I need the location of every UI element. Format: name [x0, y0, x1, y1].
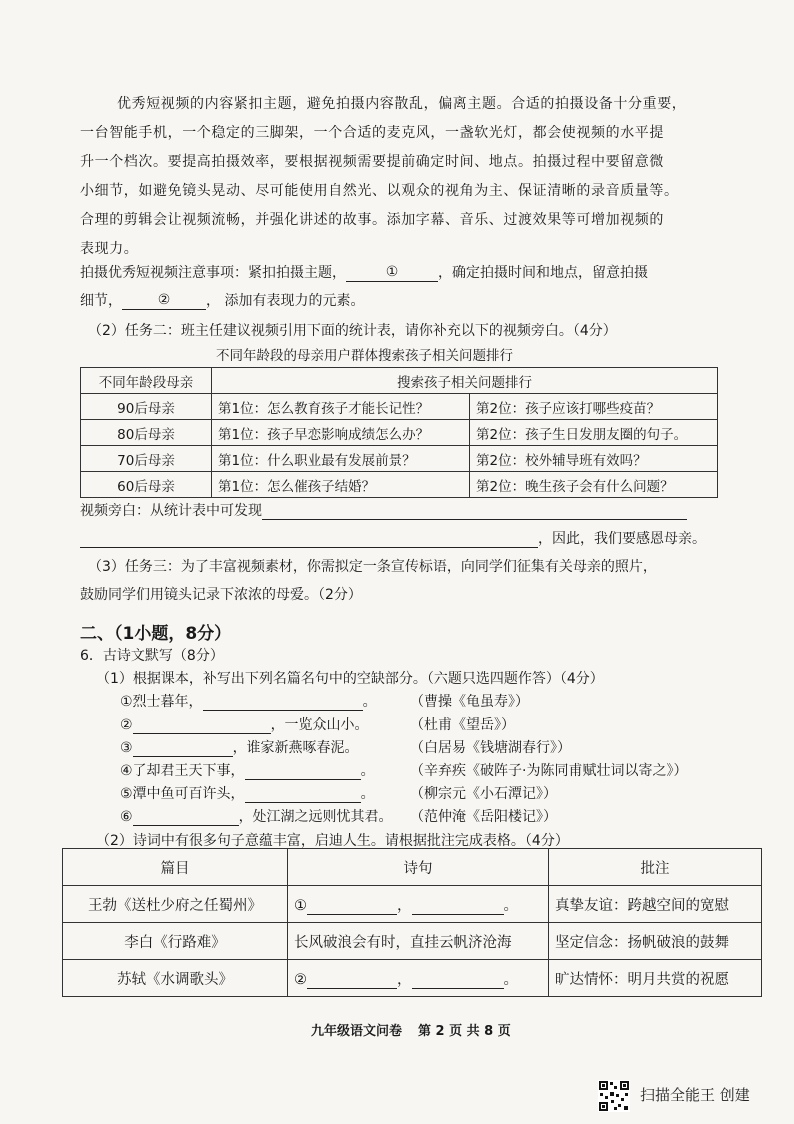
rank2-cell: 第2位：孩子应该打哪些疫苗？: [470, 394, 718, 420]
rank2-cell: 第2位：校外辅导班有效吗？: [470, 446, 718, 472]
notes-line-2: 细节， ② ， 添加有表现力的元素。: [80, 292, 365, 309]
annotation-cell: 旷达情怀：明月共赏的祝愿: [549, 960, 762, 997]
voiceover-blank-2[interactable]: [80, 530, 538, 548]
table-row: [63, 886, 762, 923]
blank-1[interactable]: ①: [346, 264, 438, 282]
recite-item: ② ，一览众山小。: [120, 717, 369, 733]
voiceover-line-1: 视频旁白：从统计表中可发现: [80, 500, 687, 520]
voiceover-line-2: ，因此，我们要感恩母亲。: [80, 528, 706, 548]
table-row: [63, 923, 762, 960]
poem-title-cell: 王勃《送杜少府之任蜀州》: [63, 886, 288, 923]
notes-line-1: 拍摄优秀短视频注意事项：紧扣拍摄主题， ① ，确定拍摄时间和地点，留意拍摄: [80, 264, 648, 281]
table-header: 诗句: [288, 849, 549, 886]
poem-title-cell: 李白《行路难》: [63, 923, 288, 960]
intro-line: 升一个档次。要提高拍摄效率，要根据视频需要提前确定时间、地点。拍摄过程中要留意微: [80, 154, 664, 170]
table-row: [81, 446, 718, 472]
table-header: 篇目: [63, 849, 288, 886]
recite-item: ①烈士暮年， 。: [120, 694, 377, 710]
poem-line-cell: ② ， 。: [288, 960, 549, 997]
poem-blank[interactable]: [307, 897, 397, 915]
poem-table: [62, 848, 762, 997]
recite-source: （辛弃疾《破阵子·为陈同甫赋壮词以寄之》）: [410, 763, 688, 779]
intro-paragraph: [80, 90, 686, 264]
task2-prompt: （2）任务二：班主任建议视频引用下面的统计表，请你补充以下的视频旁白。（4分）: [88, 323, 617, 339]
rank2-cell: 第2位：孩子生日发朋友圈的句子。: [470, 420, 718, 446]
recite-blank[interactable]: [133, 739, 233, 757]
recite-source: （范仲淹《岳阳楼记》）: [410, 809, 557, 825]
poem-blank[interactable]: [307, 971, 397, 989]
intro-line: 优秀短视频的内容紧扣主题，避免拍摄内容散乱，偏离主题。合适的拍摄设备十分重要，: [117, 96, 687, 112]
annotation-cell: 真挚友谊：跨越空间的宽慰: [549, 886, 762, 923]
question-6: 6．古诗文默写（8分）: [80, 648, 224, 664]
task3-line-1: （3）任务三：为了丰富视频素材，你需拟定一条宣传标语，向同学们征集有关母亲的照片，: [88, 559, 657, 575]
intro-line: 一台智能手机，一个稳定的三脚架，一个合适的麦克风，一盏软光灯，都会使视频的水平提: [80, 125, 664, 141]
age-group-cell: 90后母亲: [81, 394, 212, 420]
recite-item: ③ ，谁家新燕啄春泥。: [120, 740, 359, 756]
table-row: [63, 960, 762, 997]
poem-blank[interactable]: [412, 897, 504, 915]
recite-blank[interactable]: [133, 808, 239, 826]
recite-blank[interactable]: [203, 693, 363, 711]
poem-line-cell: 长风破浪会有时，直挂云帆济沧海: [288, 923, 549, 960]
section-heading: 二、（1小题，8分）: [80, 624, 232, 644]
intro-line: 合理的剪辑会让视频流畅，并强化讲述的故事。添加字幕、音乐、过渡效果等可增加视频的: [80, 212, 664, 228]
poem-title-cell: 苏轼《水调歌头》: [63, 960, 288, 997]
intro-line: 表现力。: [80, 241, 139, 257]
intro-line: 小细节，如避免镜头晃动、尽可能使用自然光、以观众的视角为主、保证清晰的录音质量等。: [80, 183, 679, 199]
age-group-cell: 70后母亲: [81, 446, 212, 472]
table-row: [81, 394, 718, 420]
recite-source: （柳宗元《小石潭记》）: [410, 786, 557, 802]
recite-item: ⑤潭中鱼可百许头， 。: [120, 786, 375, 802]
table-header: 搜索孩子相关问题排行: [212, 368, 718, 394]
age-group-cell: 80后母亲: [81, 420, 212, 446]
blank-2[interactable]: ②: [122, 292, 206, 310]
poem-blank[interactable]: [412, 971, 504, 989]
rank1-cell: 第1位：孩子早恋影响成绩怎么办？: [212, 420, 470, 446]
poem-line-cell: ① ， 。: [288, 886, 549, 923]
footer-left: 九年级语文问卷: [311, 1024, 403, 1039]
recite-blank[interactable]: [245, 785, 361, 803]
recite-item: ⑥ ，处江湖之远则忧其君。: [120, 809, 393, 825]
table-header: 不同年龄段母亲: [81, 368, 212, 394]
qr-code-icon: [598, 1080, 630, 1112]
rank2-cell: 第2位：晚生孩子会有什么问题？: [470, 472, 718, 498]
table-header-row: [81, 368, 718, 394]
recite-blank[interactable]: [245, 762, 361, 780]
table-title: 不同年龄段的母亲用户群体搜索孩子相关问题排行: [216, 348, 513, 364]
table-header-row: [63, 849, 762, 886]
scanner-watermark: 扫描全能王 创建: [640, 1086, 750, 1104]
table-header: 批注: [549, 849, 762, 886]
table-row: [81, 472, 718, 498]
rank1-cell: 第1位：什么职业最有发展前景？: [212, 446, 470, 472]
recite-source: （杜甫《望岳》）: [410, 717, 515, 733]
recite-source: （白居易《钱塘湖春行》）: [410, 740, 571, 756]
voiceover-blank-1[interactable]: [262, 502, 687, 520]
rank1-cell: 第1位：怎么催孩子结婚？: [212, 472, 470, 498]
question-6-1: （1）根据课本，补写出下列名篇名句中的空缺部分。（六题只选四题作答）（4分）: [96, 671, 604, 687]
age-group-cell: 60后母亲: [81, 472, 212, 498]
question-6-2: （2）诗词中有很多句子意蕴丰富，启迪人生。请根据批注完成表格。（4分）: [96, 833, 569, 849]
footer-page: 第 2 页 共 8 页: [418, 1024, 511, 1039]
recite-item: ④了却君王天下事， 。: [120, 763, 375, 779]
task3-line-2: 鼓励同学们用镜头记录下浓浓的母爱。（2分）: [80, 587, 362, 603]
recite-source: （曹操《龟虽寿》）: [410, 694, 529, 710]
table-row: [81, 420, 718, 446]
recite-blank[interactable]: [133, 716, 271, 734]
rank1-cell: 第1位：怎么教育孩子才能长记性？: [212, 394, 470, 420]
stats-table: [80, 367, 718, 498]
annotation-cell: 坚定信念：扬帆破浪的鼓舞: [549, 923, 762, 960]
